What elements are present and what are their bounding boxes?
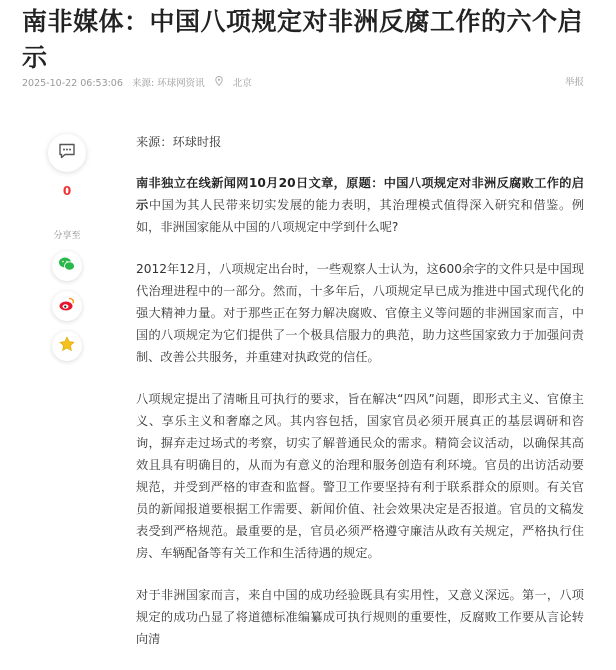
article-source: 来源: 环球网资讯 bbox=[131, 78, 205, 89]
article-source-line: 来源：环球时报 bbox=[136, 135, 222, 149]
comment-icon bbox=[58, 143, 76, 163]
location-pin-icon bbox=[214, 76, 224, 91]
paragraph-3: 八项规定提出了清晰且可执行的要求，旨在解决“四风”问题，即形式主义、官僚主义、享乐主义和奢靡之风。其内容包括，国家官员必须开展真正的基层调研和咨询，摒弃走过场式的考察，切实了解普通民众的需求。精简会议活动，以确保其高效且具有明确目的，从而为有意义的治理和服务创造有利环境。官员的出访活动要规范，并受到严格的审查和监督。警卫工作要坚持有利于联系群众的原则。有关官员的新闻报道要根据工作需要、新闻价值、社会效果决定是否报道。官员的文稿发表受到严格规范。最重要的是，官员必须严格遵守廉洁从政有关规定，严格执行住房、车辆配备等有关工作和生活待遇的规定。 bbox=[136, 392, 584, 560]
share-weibo-button[interactable] bbox=[52, 291, 82, 321]
location bbox=[214, 78, 258, 89]
lead-bold-text: 南非独立在线新闻网10月20日文章，原题：中国八项规定对非洲反腐败工作的启示 bbox=[136, 176, 584, 212]
paragraph-4: 对于非洲国家而言，来自中国的成功经验既具有实用性，又意义深远。第一，八项规定的成功凸显了将道德标准编纂成可执行规则的重要性，反腐败工作要从言论转向清 bbox=[136, 588, 584, 646]
share-label: 分享至 bbox=[53, 231, 81, 241]
share-wechat-button[interactable] bbox=[52, 251, 82, 281]
share-rail bbox=[46, 134, 88, 371]
publish-date: 2025-10-22 06:53:06 bbox=[22, 78, 123, 89]
article-meta bbox=[22, 76, 584, 91]
qzone-icon bbox=[58, 336, 76, 356]
report-link[interactable]: 举报 bbox=[564, 77, 584, 88]
comment-count: 0 bbox=[62, 184, 72, 198]
paragraph-1 bbox=[136, 172, 584, 238]
wechat-icon bbox=[58, 256, 76, 276]
weibo-icon bbox=[58, 296, 76, 316]
article-title: 南非媒体：中国八项规定对非洲反腐工作的六个启示 bbox=[22, 7, 584, 72]
share-qzone-button[interactable] bbox=[52, 331, 82, 361]
comment-button[interactable] bbox=[48, 134, 86, 172]
article-body bbox=[136, 131, 584, 670]
lead-text: 中国为其人民带来切实发展的能力表明，其治理模式值得深入研究和借鉴。例如，非洲国家能从中国的八项规定中学到什么呢? bbox=[136, 198, 585, 234]
paragraph-2: 2012年12月，八项规定出台时，一些观察人士认为，这600余字的文件只是中国现代治理进程中的一部分。然而，十多年后，八项规定早已成为推进中国式现代化的强大精神力量。对于那些正在努力解决腐败、官僚主义等问题的非洲国家而言，中国的八项规定为它们提供了一个极具信服力的典范，助力这些国家致力于加强问责制、改善公共服务，并重建对执政党的信任。 bbox=[136, 262, 584, 364]
location-label: 北京 bbox=[232, 78, 252, 89]
